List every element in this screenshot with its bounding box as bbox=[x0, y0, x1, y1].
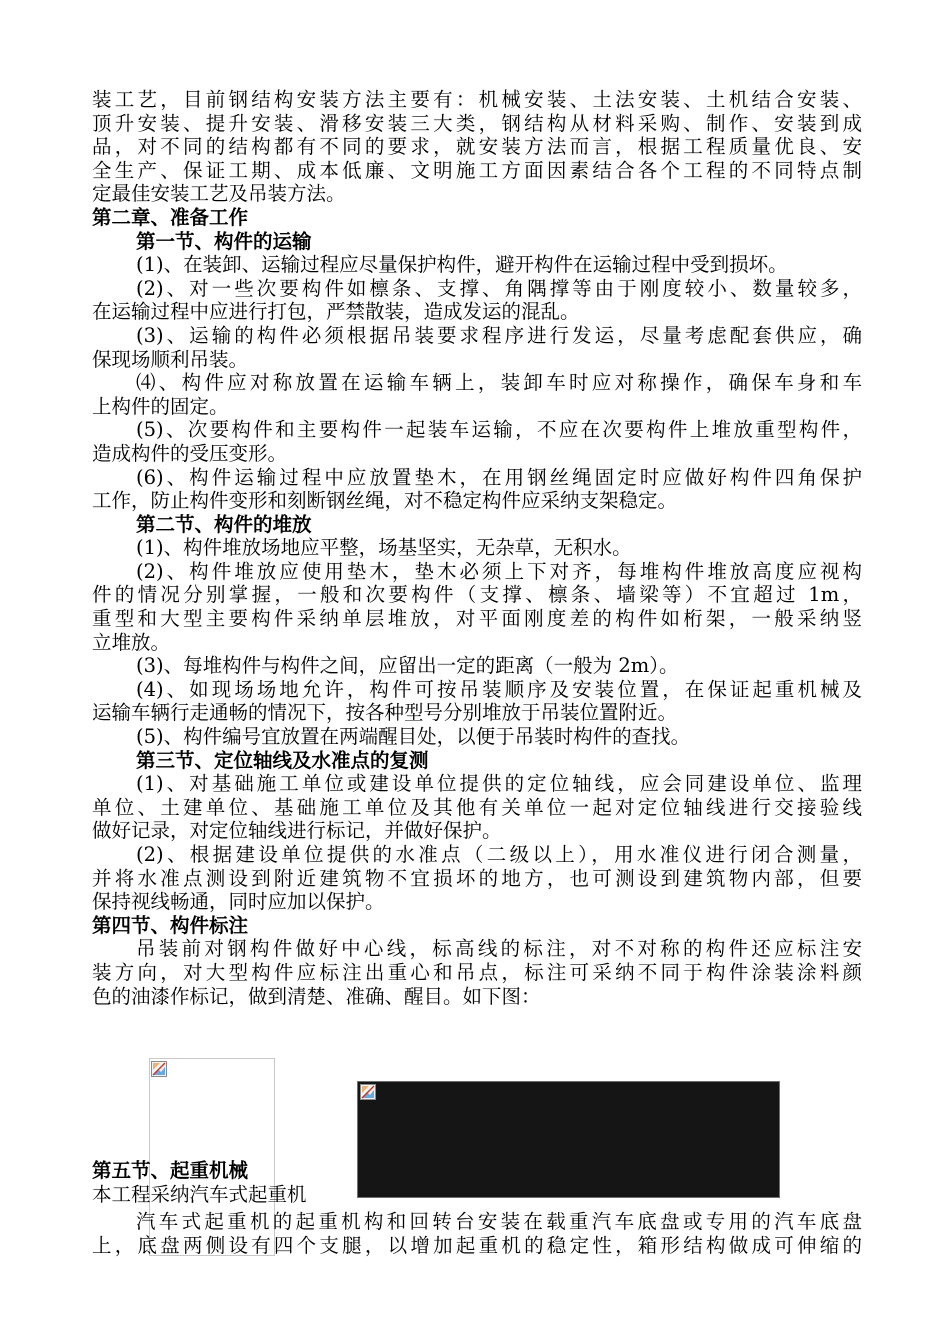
text-line: 上构件的固定。 bbox=[92, 394, 229, 418]
text-line: 造成构件的受压变形。 bbox=[92, 441, 288, 465]
text-line: (2)、对一些次要构件如檩条、支撑、角隅撑等由于刚度较小、数量较多， bbox=[136, 276, 862, 300]
text-line: 顶升安装、提升安装、滑移安装三大类，钢结构从材料采购、制作、安装到成 bbox=[92, 111, 862, 135]
text-line: 品，对不同的结构都有不同的要求，就安装方法而言，根据工程质量优良、安 bbox=[92, 135, 862, 159]
text-line: 并将水准点测设到附近建筑物不宜损坏的地方，也可测设到建筑物内部，但要 bbox=[92, 866, 862, 890]
section-heading: 第二节、构件的堆放 bbox=[136, 512, 312, 536]
text-line: 装方向，对大型构件应标注出重心和吊点，标注可采纳不同于构件涂装涂料颜 bbox=[92, 960, 862, 984]
text-line: (1)、对基础施工单位或建设单位提供的定位轴线，应会同建设单位、监理 bbox=[136, 772, 862, 796]
text-line: 做好记录，对定位轴线进行标记，并做好保护。 bbox=[92, 819, 502, 843]
text-line: 汽车式起重机的起重机构和回转台安装在载重汽车底盘或专用的汽车底盘 bbox=[136, 1210, 862, 1233]
text-line: 保现场顺利吊装。 bbox=[92, 347, 249, 371]
text-line: (5)、次要构件和主要构件一起装车运输，不应在次要构件上堆放重型构件， bbox=[136, 418, 862, 442]
text-line: 运输车辆行走通畅的情况下，按各种型号分别堆放于吊装位置附近。 bbox=[92, 701, 678, 725]
text-line: 重型和大型主要构件采纳单层堆放，对平面刚度差的构件如桁架，一般采纳竖 bbox=[92, 607, 862, 631]
document-body bbox=[92, 88, 862, 1008]
figure-image-right bbox=[357, 1081, 780, 1198]
text-line: 吊装前对钢构件做好中心线，标高线的标注，对不对称的构件还应标注安 bbox=[136, 937, 862, 961]
text-line: 单位、土建单位、基础施工单位及其他有关单位一起对定位轴线进行交接验线 bbox=[92, 795, 862, 819]
broken-image-icon bbox=[151, 1061, 167, 1077]
text-line: 在运输过程中应进行打包，严禁散装，造成发运的混乱。 bbox=[92, 300, 580, 324]
broken-image-icon bbox=[360, 1084, 376, 1100]
text-line: 装工艺，目前钢结构安装方法主要有：机械安装、土法安装、土机结合安装、 bbox=[92, 88, 862, 111]
document-tail bbox=[92, 1210, 862, 1257]
section-heading: 第三节、定位轴线及水准点的复测 bbox=[136, 748, 429, 772]
text-line: 上，底盘两侧设有四个支腿，以增加起重机的稳定性，箱形结构做成可伸缩的 bbox=[92, 1233, 862, 1257]
text-line: (5)、构件编号宜放置在两端醒目处，以便于吊装时构件的查找。 bbox=[136, 725, 691, 749]
text-line: 色的油漆作标记，做到清楚、准确、醒目。如下图： bbox=[92, 984, 541, 1008]
text-line: 本工程采纳汽车式起重机 bbox=[92, 1183, 307, 1206]
text-line: ⑷、构件应对称放置在运输车辆上，装卸车时应对称操作，确保车身和车 bbox=[136, 371, 862, 395]
text-line: 保持视线畅通，同时应加以保护。 bbox=[92, 890, 385, 914]
text-line: (6)、构件运输过程中应放置垫木，在用钢丝绳固定时应做好构件四角保护 bbox=[136, 465, 862, 489]
text-line: (1)、在装卸、运输过程应尽量保护构件，避开构件在运输过程中受到损坏。 bbox=[136, 253, 788, 277]
section-heading: 第一节、构件的运输 bbox=[136, 229, 312, 253]
chapter-heading: 第二章、准备工作 bbox=[92, 205, 249, 229]
text-line: (1)、构件堆放场地应平整，场基坚实，无杂草，无积水。 bbox=[136, 536, 632, 560]
text-line: (2)、根据建设单位提供的水准点（二级以上），用水准仪进行闭合测量， bbox=[136, 843, 862, 866]
text-line: 立堆放。 bbox=[92, 630, 171, 654]
section-heading: 第五节、起重机械 bbox=[92, 1159, 249, 1182]
text-line: 全生产、保证工期、成本低廉、文明施工方面因素结合各个工程的不同特点制 bbox=[92, 158, 862, 182]
text-line: 定最佳安装工艺及吊装方法。 bbox=[92, 182, 346, 206]
text-line: (3)、运输的构件必须根据吊装要求程序进行发运，尽量考虑配套供应，确 bbox=[136, 323, 862, 347]
text-line: (2)、构件堆放应使用垫木，垫木必须上下对齐，每堆构件堆放高度应视构 bbox=[136, 559, 862, 583]
text-line: (3)、每堆构件与构件之间，应留出一定的距离（一般为 2m）。 bbox=[136, 654, 679, 678]
text-line: (4)、如现场场地允许，构件可按吊装顺序及安装位置，在保证起重机械及 bbox=[136, 677, 862, 701]
section-heading: 第四节、构件标注 bbox=[92, 913, 249, 937]
text-line: 工作，防止构件变形和刻断钢丝绳，对不稳定构件应采纳支架稳定。 bbox=[92, 489, 678, 513]
text-line: 件的情况分别掌握，一般和次要构件（支撑、檩条、墙梁等）不宜超过 1m， bbox=[92, 583, 862, 607]
